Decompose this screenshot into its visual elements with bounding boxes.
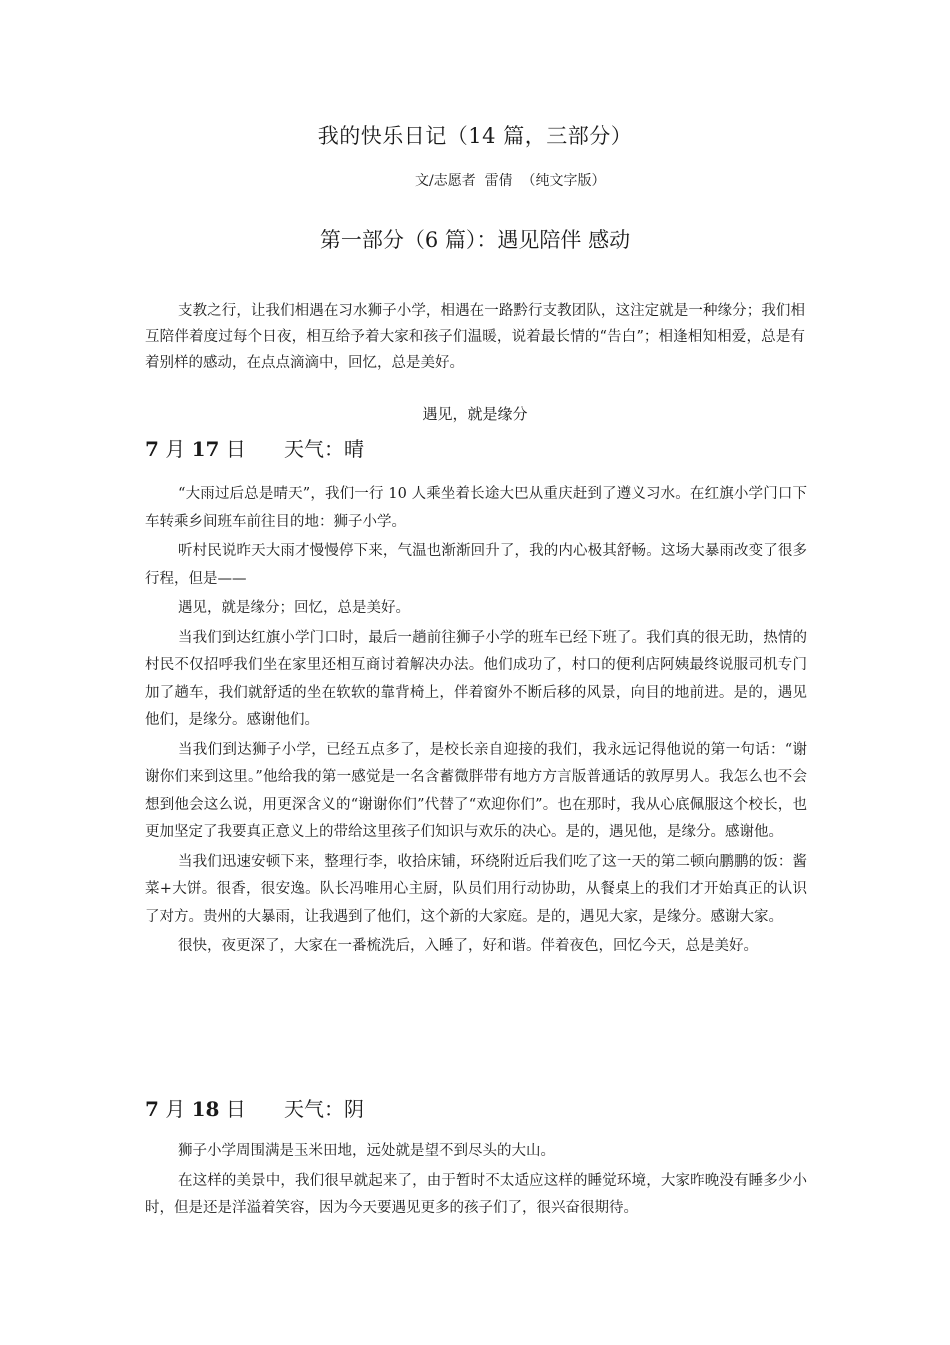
intro-paragraph: 支教之行，让我们相遇在习水狮子小学，相遇在一路黔行支教团队，这注定就是一种缘分；我们相互陪伴着度过每个日夜，相互给予着大家和孩子们温暖，说着最长情的“告白”；相逢相知相爱，总是有着别样的感动，在点点滴滴中，回忆，总是美好。	[145, 303, 805, 371]
diary-entry-body	[145, 1138, 807, 1225]
entry-day: 17	[191, 437, 220, 461]
entry-paragraph: 狮子小学周围满是玉米田地，远处就是望不到尽头的大山。	[178, 1143, 555, 1159]
entry-weather: 天气：晴	[284, 437, 364, 461]
day-unit: 日	[225, 437, 246, 461]
diary-entry-body	[145, 481, 807, 963]
entry-paragraph: 当我们迅速安顿下来，整理行李，收拾床铺，环绕附近后我们吃了这一天的第二顿向鹏鹏的饭：酱菜+大饼。很香，很安逸。队长冯唯用心主厨，队员们用行动协助，从餐桌上的我们才开始真正的认识了对方。贵州的大暴雨，让我遇到了他们，这个新的大家庭。是的，遇见大家，是缘分。感谢大家。	[145, 853, 807, 925]
entry-paragraph: “大雨过后总是晴天”，我们一行 10 人乘坐着长途大巴从重庆赶到了遵义习水。在红旗小学门口下车转乘乡间班车前往目的地：狮子小学。	[145, 486, 807, 530]
entry-month: 7	[145, 437, 159, 461]
entry-date-heading	[145, 433, 364, 462]
entry-paragraph: 很快，夜更深了，大家在一番梳洗后，入睡了，好和谐。伴着夜色，回忆今天，总是美好。	[178, 938, 758, 954]
entry-date-heading	[145, 1093, 364, 1122]
entry-paragraph: 遇见，就是缘分；回忆，总是美好。	[178, 600, 410, 616]
entry-paragraph: 听村民说昨天大雨才慢慢停下来，气温也渐渐回升了，我的内心极其舒畅。这场大暴雨改变了很多行程，但是——	[145, 543, 807, 587]
entry-weather: 天气：阴	[284, 1097, 364, 1121]
entry-paragraph: 当我们到达红旗小学门口时，最后一趟前往狮子小学的班车已经下班了。我们真的很无助，热情的村民不仅招呼我们坐在家里还相互商讨着解决办法。他们成功了，村口的便利店阿姨最终说服司机专门加了趟车，我们就舒适的坐在软软的靠背椅上，伴着窗外不断后移的风景，向目的地前进。是的，遇见他们，是缘分。感谢他们。	[145, 629, 807, 728]
day-unit: 日	[225, 1097, 246, 1121]
entry-month: 7	[145, 1097, 159, 1121]
month-unit: 月	[165, 437, 186, 461]
part-title: 第一部分（6 篇）：遇见陪伴 感动	[319, 228, 631, 252]
month-unit: 月	[165, 1097, 186, 1121]
author-byline: 文/志愿者 雷倩 （纯文字版）	[415, 173, 606, 189]
section-title: 遇见，就是缘分	[422, 405, 528, 423]
entry-day: 18	[191, 1097, 220, 1121]
document-title: 我的快乐日记（14 篇，三部分）	[317, 124, 633, 148]
entry-paragraph: 当我们到达狮子小学，已经五点多了，是校长亲自迎接的我们，我永远记得他说的第一句话：“谢谢你们来到这里。”他给我的第一感觉是一名含蓄微胖带有地方方言版普通话的敦厚男人。我怎么也不会想到他会这么说，用更深含义的“谢谢你们”代替了“欢迎你们”。也在那时，我从心底佩服这个校长，也更加坚定了我要真正意义上的带给这里孩子们知识与欢乐的决心。是的，遇见他，是缘分。感谢他。	[145, 741, 807, 840]
entry-paragraph: 在这样的美景中，我们很早就起来了，由于暂时不太适应这样的睡觉环境，大家昨晚没有睡多少小时，但是还是洋溢着笑容，因为今天要遇见更多的孩子们了，很兴奋很期待。	[145, 1172, 807, 1216]
